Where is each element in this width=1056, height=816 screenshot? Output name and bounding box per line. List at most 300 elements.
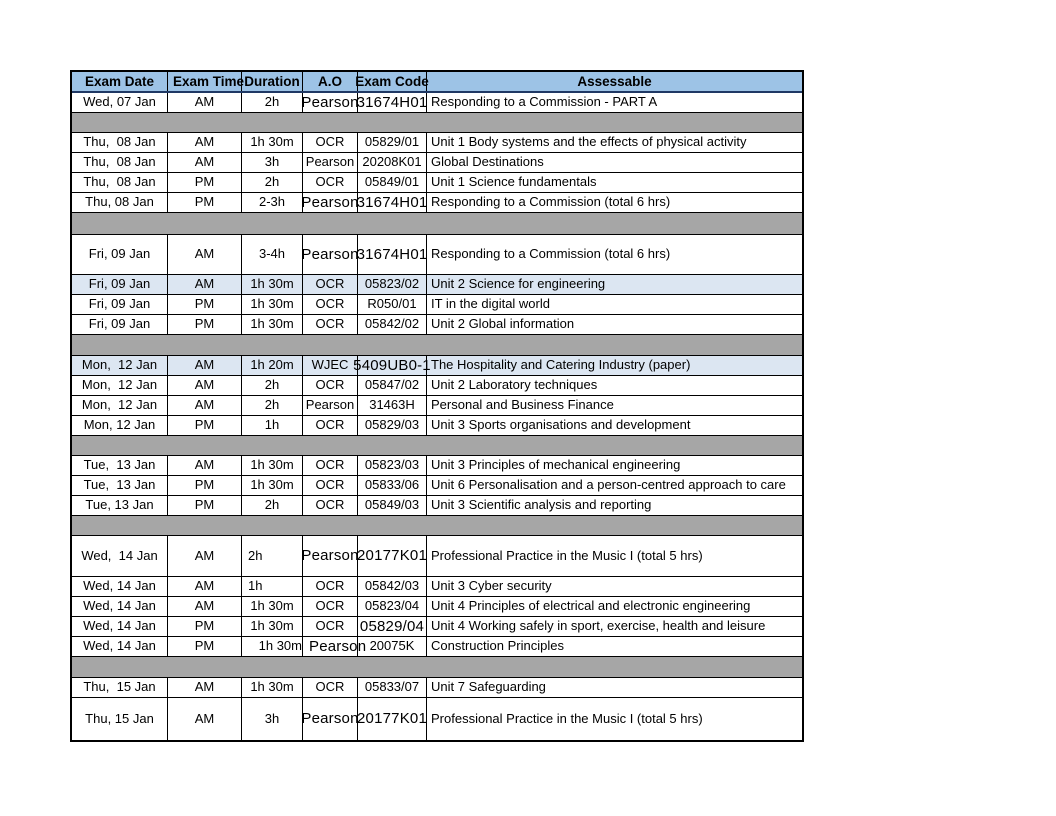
ao-text: OCR: [315, 296, 345, 312]
cell-assessable: [427, 456, 802, 475]
cell-assessable: [427, 476, 802, 495]
cell-assessable: [427, 235, 802, 274]
table-row: [72, 93, 802, 113]
exam-time-text: PM: [194, 497, 215, 513]
cell-assessable: [427, 93, 802, 112]
header-exam-time: [168, 72, 245, 91]
cell-exam-time: [168, 678, 242, 697]
cell-exam-time: [168, 93, 242, 112]
cell-exam-time: [168, 476, 242, 495]
duration-text: 3h: [264, 154, 280, 170]
ao-text: OCR: [315, 417, 345, 433]
duration-text: 2h: [264, 497, 280, 513]
cell-ao: [303, 597, 358, 616]
exam-date-text: Thu, 08 Jan: [83, 154, 156, 170]
duration-text: 1h: [248, 578, 263, 594]
cell-exam-time: [168, 396, 242, 415]
ao-text: Pearson: [309, 637, 367, 655]
table-row: [72, 133, 802, 153]
cell-exam-date: [72, 376, 168, 395]
cell-exam-code: [358, 153, 427, 172]
duration-text: 1h 30m: [258, 638, 302, 654]
exam-time-text: PM: [194, 194, 215, 210]
exam-time-text: PM: [194, 417, 215, 433]
exam-code-text: 5409UB0-1: [353, 356, 431, 374]
table-row: [72, 637, 802, 657]
duration-text: 1h 20m: [250, 357, 294, 373]
cell-assessable: [427, 193, 802, 212]
exam-code-text: 05823/02: [364, 276, 420, 292]
exam-date-text: Fri, 09 Jan: [88, 316, 151, 332]
table-row: [72, 476, 802, 496]
cell-exam-code: [358, 295, 427, 314]
exam-date-text: Wed, 14 Jan: [83, 598, 156, 614]
cell-ao: [303, 295, 358, 314]
cell-exam-date: [72, 496, 168, 515]
table-row: [72, 396, 802, 416]
ao-text: OCR: [315, 497, 345, 513]
header-duration: [242, 72, 303, 91]
exam-code-text: 05842/02: [364, 316, 420, 332]
exam-date-text: Wed, 14 Jan: [81, 547, 158, 563]
assessable-text: Unit 6 Personalisation and a person-centred approach to care: [431, 477, 786, 493]
cell-exam-date: [72, 637, 168, 656]
exam-time-text: AM: [194, 397, 215, 413]
cell-exam-date: [72, 153, 168, 172]
exam-date-text: Wed, 14 Jan: [83, 618, 156, 634]
assessable-text: Unit 2 Laboratory techniques: [431, 377, 598, 393]
cell-ao: [303, 678, 358, 697]
exam-time-text: AM: [194, 276, 215, 292]
separator-row: [72, 335, 802, 356]
exam-time-text: AM: [194, 94, 215, 110]
cell-ao: [303, 617, 358, 636]
exam-time-text: AM: [194, 134, 215, 150]
exam-time-text: AM: [194, 246, 215, 262]
duration-text: 2h: [248, 547, 263, 563]
cell-exam-time: [168, 637, 242, 656]
assessable-text: Unit 1 Science fundamentals: [431, 174, 597, 190]
header-exam-code: [355, 72, 429, 91]
exam-time-text: PM: [194, 638, 215, 654]
exam-code-text: 05829/03: [364, 417, 420, 433]
header-exam-date: [72, 72, 168, 91]
cell-ao: [303, 93, 358, 112]
cell-duration: [242, 456, 303, 475]
duration-text: 1h: [264, 417, 280, 433]
cell-exam-code: [358, 376, 427, 395]
cell-ao: [303, 153, 358, 172]
ao-text: OCR: [315, 457, 345, 473]
exam-code-text: 20075K: [369, 638, 415, 654]
cell-exam-code: [358, 93, 427, 112]
cell-exam-code: [353, 356, 431, 375]
cell-exam-code: [358, 193, 427, 212]
header-ao: [303, 72, 358, 91]
cell-exam-time: [168, 356, 242, 375]
exam-time-text: AM: [194, 154, 215, 170]
cell-exam-time: [168, 597, 242, 616]
duration-text: 1h 30m: [250, 679, 294, 695]
separator-row: [72, 113, 802, 133]
cell-duration: [242, 476, 303, 495]
table-row: [72, 376, 802, 396]
cell-assessable: [427, 275, 802, 294]
cell-exam-time: [168, 275, 242, 294]
assessable-text: IT in the digital world: [431, 296, 550, 312]
exam-date-text: Thu, 08 Jan: [85, 194, 154, 210]
cell-assessable: [427, 678, 802, 697]
assessable-text: Unit 4 Principles of electrical and electronic engineering: [431, 598, 751, 614]
cell-assessable: [427, 416, 802, 435]
table-row: [72, 193, 802, 213]
ao-text: OCR: [315, 598, 345, 614]
cell-exam-date: [72, 356, 168, 375]
cell-exam-time: [168, 315, 242, 334]
header-ao-label: A.O: [317, 73, 342, 89]
cell-assessable: [427, 617, 802, 636]
cell-assessable: [427, 315, 802, 334]
cell-duration: [242, 153, 303, 172]
assessable-text: The Hospitality and Catering Industry (paper): [431, 357, 691, 373]
cell-exam-time: [168, 295, 242, 314]
duration-text: 1h 30m: [250, 296, 294, 312]
exam-time-text: PM: [194, 316, 215, 332]
cell-exam-time: [168, 193, 242, 212]
separator-row: [72, 516, 802, 536]
cell-exam-code: [358, 235, 427, 274]
cell-ao: [303, 577, 358, 596]
ao-text: Pearson: [301, 93, 359, 111]
table-header-row: [72, 72, 802, 93]
duration-text: 1h 30m: [250, 134, 294, 150]
exam-code-text: 31463H: [369, 397, 415, 413]
cell-exam-date: [72, 536, 168, 576]
ao-text: Pearson: [305, 397, 355, 413]
cell-ao: [303, 496, 358, 515]
exam-time-text: AM: [194, 457, 215, 473]
exam-time-text: PM: [194, 296, 215, 312]
ao-text: OCR: [315, 134, 345, 150]
cell-assessable: [427, 637, 802, 656]
assessable-text: Unit 2 Global information: [431, 316, 575, 332]
ao-text: OCR: [315, 377, 345, 393]
assessable-text: Responding to a Commission (total 6 hrs): [431, 246, 671, 262]
assessable-text: Personal and Business Finance: [431, 397, 614, 413]
cell-duration: [242, 173, 303, 192]
exam-code-text: 20177K01: [357, 710, 428, 728]
duration-text: 3-4h: [258, 246, 286, 262]
cell-duration: [242, 416, 303, 435]
cell-exam-code: [358, 536, 427, 576]
assessable-text: Unit 1 Body systems and the effects of physical activity: [431, 134, 747, 150]
cell-exam-date: [72, 315, 168, 334]
assessable-text: Construction Principles: [431, 638, 564, 654]
separator-row: [72, 436, 802, 456]
exam-code-text: 05842/03: [364, 578, 420, 594]
cell-exam-code: [358, 496, 427, 515]
header-exam-code-label: Exam Code: [355, 73, 429, 89]
duration-text: 2h: [264, 377, 280, 393]
header-exam-date-label: Exam Date: [84, 73, 155, 89]
table-row: [72, 295, 802, 315]
ao-text: Pearson: [305, 154, 355, 170]
cell-exam-date: [72, 617, 168, 636]
cell-duration: [242, 93, 303, 112]
exam-time-text: PM: [194, 618, 215, 634]
exam-code-text: R050/01: [367, 296, 417, 312]
assessable-text: Global Destinations: [431, 154, 544, 170]
cell-exam-time: [168, 577, 242, 596]
cell-ao: [303, 698, 358, 740]
cell-ao: [303, 476, 358, 495]
exam-code-text: 05829/01: [364, 134, 420, 150]
cell-exam-date: [72, 396, 168, 415]
duration-text: 1h 30m: [250, 598, 294, 614]
assessable-text: Unit 2 Science for engineering: [431, 276, 606, 292]
cell-exam-code: [358, 476, 427, 495]
header-assessable-label: Assessable: [577, 73, 652, 89]
cell-assessable: [427, 536, 802, 576]
exam-date-text: Wed, 14 Jan: [83, 578, 156, 594]
exam-code-text: 31674H01: [356, 193, 428, 211]
cell-ao: [303, 637, 367, 656]
duration-text: 3h: [264, 710, 280, 726]
cell-exam-code: [358, 133, 427, 152]
cell-duration: [242, 637, 303, 656]
cell-duration: [242, 235, 303, 274]
cell-duration: [242, 356, 303, 375]
assessable-text: Unit 4 Working safely in sport, exercise, health and leisure: [431, 618, 766, 634]
table-row: [72, 456, 802, 476]
cell-ao: [303, 133, 358, 152]
exam-code-text: 31674H01: [356, 245, 428, 263]
exam-date-text: Thu, 08 Jan: [83, 174, 156, 190]
cell-exam-time: [168, 376, 242, 395]
separator-row: [72, 213, 802, 235]
cell-exam-time: [168, 698, 242, 740]
exam-time-text: AM: [194, 679, 215, 695]
table-row: [72, 536, 802, 577]
exam-date-text: Mon, 12 Jan: [83, 417, 156, 433]
exam-time-text: AM: [194, 547, 215, 563]
exam-date-text: Fri, 09 Jan: [88, 276, 151, 292]
cell-ao: [303, 376, 358, 395]
cell-exam-time: [168, 235, 242, 274]
cell-assessable: [427, 356, 802, 375]
exam-code-text: 05823/04: [364, 598, 420, 614]
cell-assessable: [427, 577, 802, 596]
cell-duration: [242, 295, 303, 314]
ao-text: OCR: [315, 578, 345, 594]
exam-date-text: Thu, 08 Jan: [83, 134, 156, 150]
cell-exam-date: [72, 678, 168, 697]
cell-assessable: [427, 133, 802, 152]
cell-exam-time: [168, 173, 242, 192]
exam-date-text: Mon, 12 Jan: [81, 357, 158, 373]
cell-exam-time: [168, 536, 242, 576]
cell-exam-code: [358, 396, 427, 415]
exam-date-text: Fri, 09 Jan: [88, 296, 151, 312]
cell-duration: [242, 536, 303, 576]
cell-assessable: [427, 396, 802, 415]
cell-duration: [242, 496, 303, 515]
table-row: [72, 275, 802, 295]
cell-ao: [303, 416, 358, 435]
exam-date-text: Mon, 12 Jan: [81, 397, 158, 413]
assessable-text: Unit 3 Cyber security: [431, 578, 552, 594]
table-row: [72, 698, 802, 740]
cell-exam-date: [72, 193, 168, 212]
cell-assessable: [427, 173, 802, 192]
header-assessable: [427, 72, 802, 91]
cell-exam-time: [168, 496, 242, 515]
exam-date-text: Tue, 13 Jan: [83, 477, 156, 493]
ao-text: Pearson: [301, 245, 359, 263]
exam-code-text: 05833/06: [364, 477, 420, 493]
cell-exam-code: [358, 275, 427, 294]
cell-exam-date: [72, 275, 168, 294]
cell-duration: [242, 678, 303, 697]
exam-time-text: AM: [194, 710, 215, 726]
cell-assessable: [427, 295, 802, 314]
cell-duration: [242, 376, 303, 395]
duration-text: 1h 30m: [250, 457, 294, 473]
cell-exam-code: [358, 416, 427, 435]
table-row: [72, 315, 802, 335]
table-row: [72, 678, 802, 698]
separator-row: [72, 657, 802, 678]
cell-exam-time: [168, 153, 242, 172]
cell-ao: [303, 193, 358, 212]
exam-code-text: 05829/04: [359, 617, 425, 635]
ao-text: OCR: [315, 316, 345, 332]
cell-duration: [242, 396, 303, 415]
cell-exam-date: [72, 173, 168, 192]
cell-duration: [242, 193, 303, 212]
exam-date-text: Wed, 14 Jan: [83, 638, 156, 654]
cell-exam-code: [358, 456, 427, 475]
cell-exam-date: [72, 93, 168, 112]
cell-exam-code: [358, 698, 427, 740]
table-row: [72, 356, 802, 376]
exam-time-text: AM: [194, 578, 215, 594]
assessable-text: Professional Practice in the Music I (total 5 hrs): [431, 547, 703, 563]
exam-code-text: 05849/01: [364, 174, 420, 190]
table-row: [72, 597, 802, 617]
header-exam-time-label: Exam Time: [172, 73, 245, 89]
cell-ao: [303, 173, 358, 192]
cell-assessable: [427, 153, 802, 172]
assessable-text: Professional Practice in the Music I (total 5 hrs): [431, 710, 703, 726]
cell-ao: [303, 536, 358, 576]
cell-exam-date: [72, 235, 168, 274]
exam-code-text: 20177K01: [357, 547, 428, 565]
table-row: [72, 235, 802, 275]
cell-exam-time: [168, 456, 242, 475]
exam-code-text: 05847/02: [364, 377, 420, 393]
duration-text: 1h 30m: [250, 316, 294, 332]
exam-time-text: AM: [194, 377, 215, 393]
cell-ao: [303, 235, 358, 274]
cell-assessable: [427, 597, 802, 616]
cell-assessable: [427, 376, 802, 395]
table-row: [72, 496, 802, 516]
exam-date-text: Thu, 15 Jan: [85, 710, 154, 726]
exam-date-text: Thu, 15 Jan: [83, 679, 156, 695]
ao-text: Pearson: [301, 710, 359, 728]
ao-text: OCR: [315, 276, 345, 292]
cell-exam-code: [358, 637, 427, 656]
cell-ao: [303, 456, 358, 475]
table-row: [72, 617, 802, 637]
assessable-text: Responding to a Commission (total 6 hrs): [431, 194, 671, 210]
duration-text: 2h: [264, 94, 280, 110]
cell-exam-date: [72, 476, 168, 495]
duration-text: 1h 30m: [250, 618, 294, 634]
assessable-text: Responding to a Commission - PART A: [431, 94, 658, 110]
exam-date-text: Wed, 07 Jan: [83, 94, 156, 110]
assessable-text: Unit 3 Principles of mechanical engineering: [431, 457, 681, 473]
cell-exam-code: [358, 577, 427, 596]
exam-code-text: 05833/07: [364, 679, 420, 695]
table-row: [72, 153, 802, 173]
cell-duration: [242, 577, 303, 596]
cell-exam-date: [72, 698, 168, 740]
exam-code-text: 05823/03: [364, 457, 420, 473]
cell-exam-date: [72, 577, 168, 596]
ao-text: OCR: [315, 618, 345, 634]
cell-exam-time: [168, 416, 242, 435]
cell-exam-time: [168, 617, 242, 636]
exam-code-text: 05849/03: [364, 497, 420, 513]
cell-exam-code: [358, 597, 427, 616]
exam-date-text: Mon, 12 Jan: [81, 377, 158, 393]
exam-date-text: Fri, 09 Jan: [88, 246, 151, 262]
assessable-text: Unit 3 Sports organisations and development: [431, 417, 691, 433]
assessable-text: Unit 3 Scientific analysis and reporting: [431, 497, 652, 513]
cell-exam-code: [358, 678, 427, 697]
cell-ao: [303, 275, 358, 294]
cell-duration: [242, 617, 303, 636]
exam-date-text: Tue, 13 Jan: [83, 457, 156, 473]
cell-exam-date: [72, 456, 168, 475]
exam-time-text: PM: [194, 174, 215, 190]
cell-ao: [303, 315, 358, 334]
assessable-text: Unit 7 Safeguarding: [431, 679, 546, 695]
table-row: [72, 416, 802, 436]
cell-exam-date: [72, 597, 168, 616]
cell-duration: [242, 698, 303, 740]
cell-exam-code: [358, 173, 427, 192]
exam-time-text: AM: [194, 357, 215, 373]
cell-duration: [242, 275, 303, 294]
cell-exam-date: [72, 295, 168, 314]
ao-text: OCR: [315, 174, 345, 190]
cell-duration: [242, 133, 303, 152]
header-duration-label: Duration: [244, 73, 300, 89]
ao-text: OCR: [315, 477, 345, 493]
spreadsheet-table: [70, 70, 804, 742]
exam-date-text: Tue, 13 Jan: [85, 497, 154, 513]
exam-code-text: 20208K01: [362, 154, 422, 170]
ao-text: Pearson: [301, 193, 359, 211]
table-row: [72, 577, 802, 597]
duration-text: 2h: [264, 174, 280, 190]
ao-text: OCR: [315, 679, 345, 695]
cell-exam-time: [168, 133, 242, 152]
table-row: [72, 173, 802, 193]
